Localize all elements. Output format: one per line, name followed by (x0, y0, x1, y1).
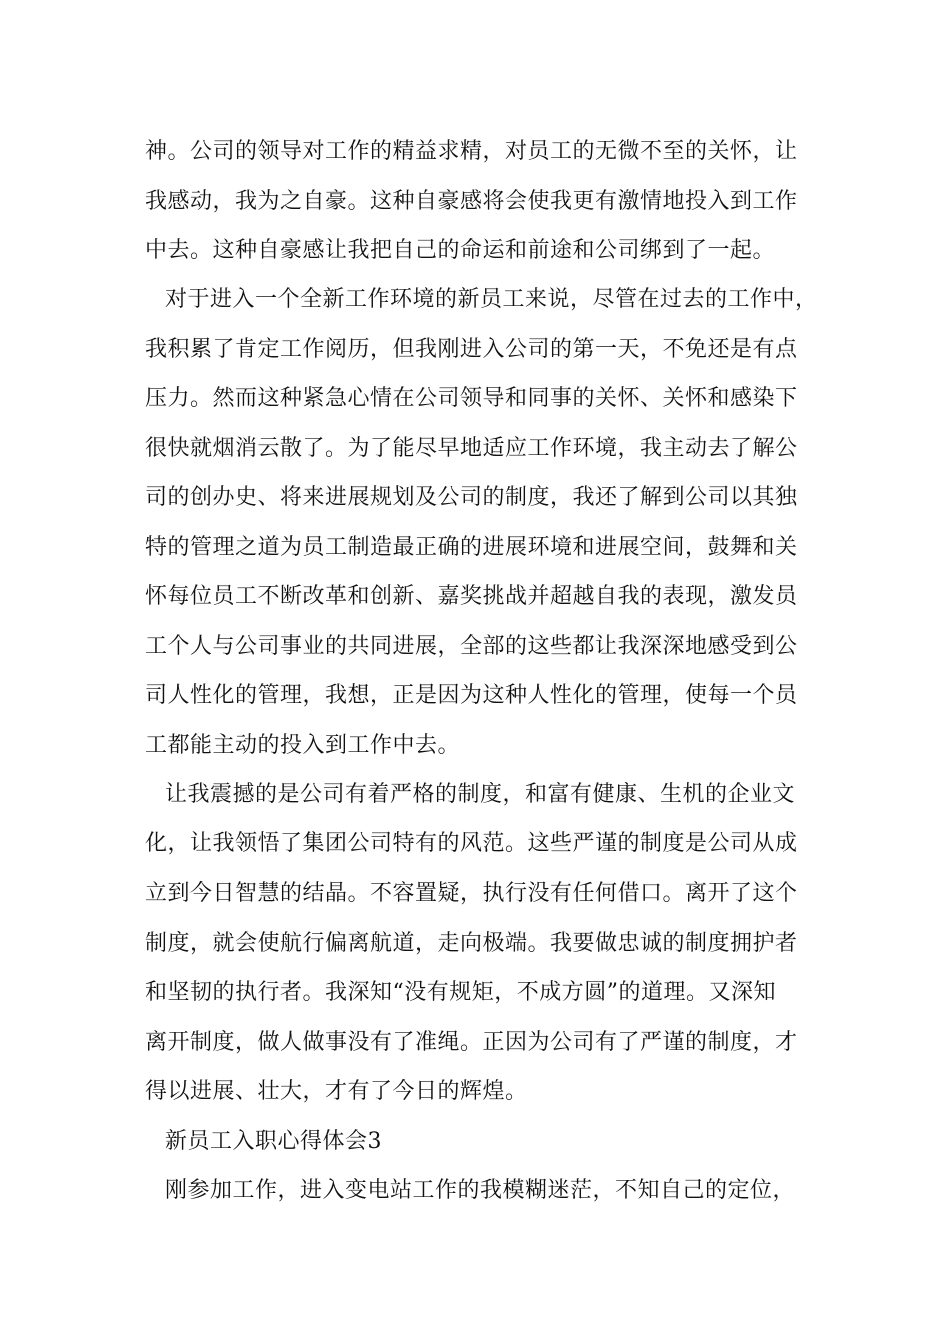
text-line: 压力。然而这种紧急心情在公司领导和同事的关怀、关怀和感染下 (145, 386, 798, 411)
paragraph-first-line: 对于进入一个全新工作环境的新员工来说，尽管在过去的工作中， (165, 287, 818, 312)
text-line: 司人性化的管理，我想，正是因为这种人性化的管理，使每一个员 (145, 683, 798, 708)
text-line: 司的创办史、将来进展规划及公司的制度，我还了解到公司以其独 (145, 485, 798, 510)
text-line: 制度，就会使航行偏离航道，走向极端。我要做忠诚的制度拥护者 (145, 931, 798, 956)
text-line: 和坚韧的执行者。我深知“没有规矩，不成方圆”的道理。又深知 (145, 980, 776, 1005)
text-line: 中去。这种自豪感让我把自己的命运和前途和公司绑到了一起。 (145, 238, 776, 263)
text-line: 我感动，我为之自豪。这种自豪感将会使我更有激情地投入到工作 (145, 189, 798, 214)
text-line: 工个人与公司事业的共同进展，全部的这些都让我深深地感受到公 (145, 634, 798, 659)
text-line: 立到今日智慧的结晶。不容置疑，执行没有任何借口。离开了这个 (145, 881, 798, 906)
text-line: 得以进展、壮大，才有了今日的辉煌。 (145, 1079, 528, 1104)
text-line: 神。公司的领导对工作的精益求精，对员工的无微不至的关怀，让 (145, 139, 798, 164)
paragraph-first-line: 让我震撼的是公司有着严格的制度，和富有健康、生机的企业文 (165, 782, 796, 807)
text-line: 化，让我领悟了集团公司特有的风范。这些严谨的制度是公司从成 (145, 831, 798, 856)
text-line: 我积累了肯定工作阅历，但我刚进入公司的第一天，不免还是有点 (145, 337, 798, 362)
text-line: 很快就烟消云散了。为了能尽早地适应工作环境，我主动去了解公 (145, 436, 798, 461)
text-line: 离开制度，做人做事没有了准绳。正因为公司有了严谨的制度，才 (145, 1030, 798, 1055)
text-line: 怀每位员工不断改革和创新、嘉奖挑战并超越自我的表现，激发员 (145, 584, 798, 609)
text-line: 特的管理之道为员工制造最正确的进展环境和进展空间，鼓舞和关 (145, 535, 798, 560)
paragraph-first-line: 刚参加工作，进入变电站工作的我模糊迷茫，不知自己的定位， (165, 1178, 796, 1203)
text-line: 工都能主动的投入到工作中去。 (145, 733, 461, 758)
section-heading: 新员工入职心得体会3 (165, 1129, 382, 1154)
